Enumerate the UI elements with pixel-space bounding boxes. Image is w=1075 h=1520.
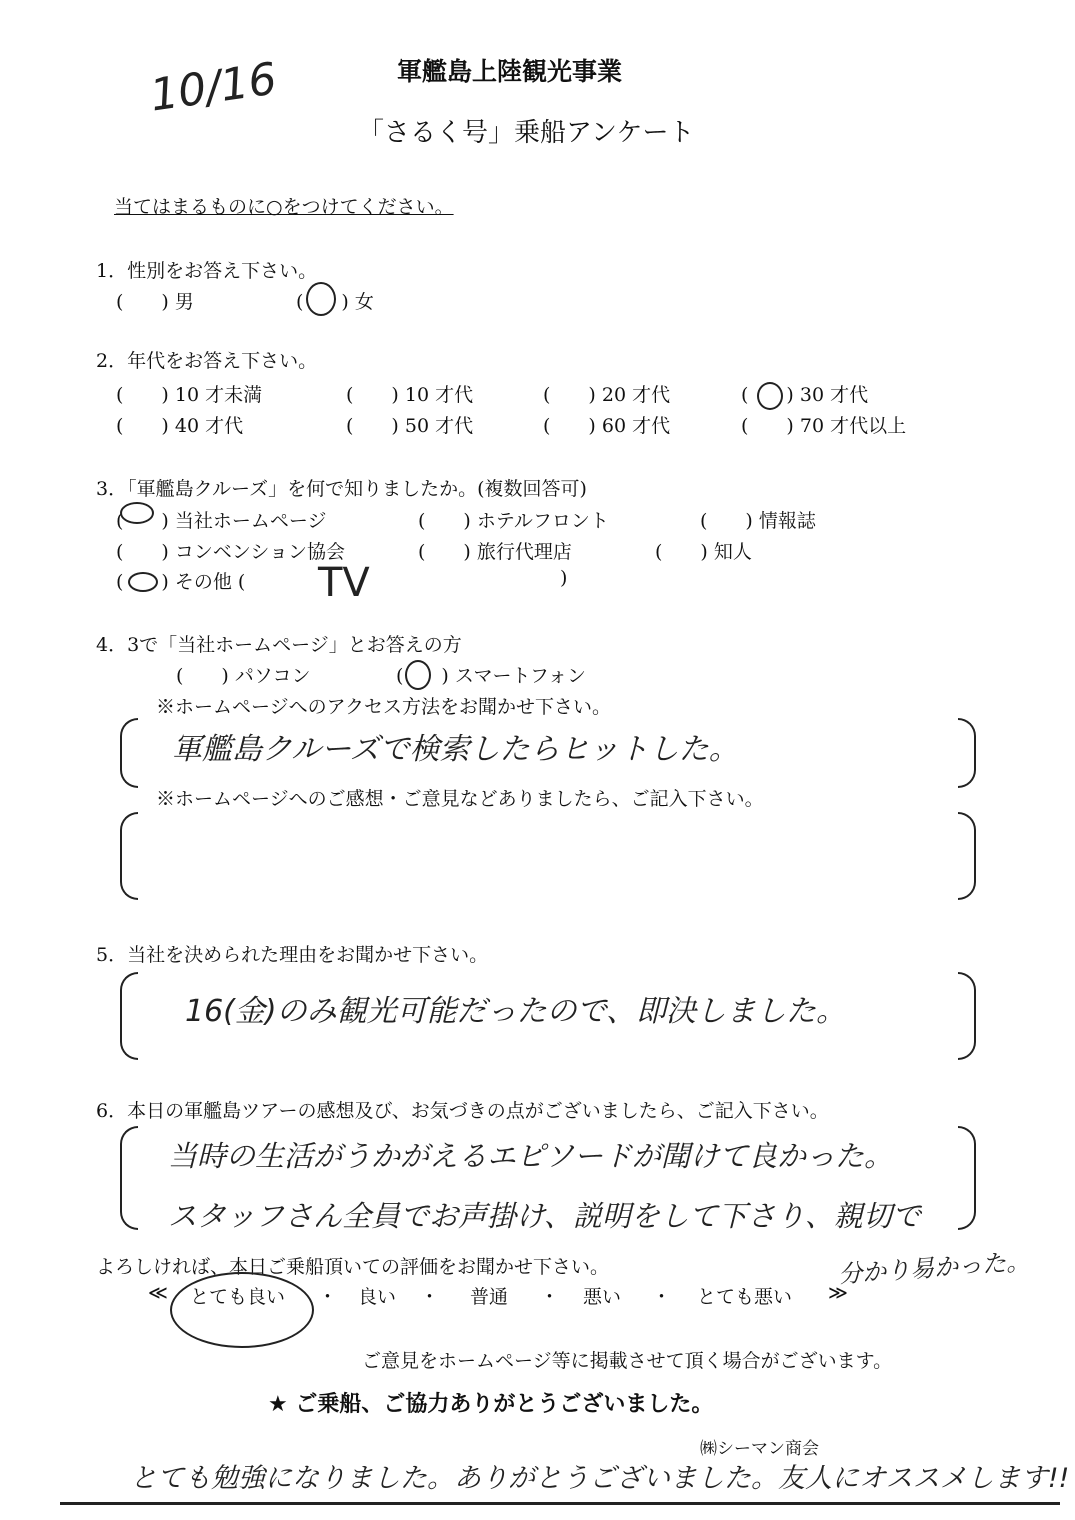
- rating-sep: ・: [540, 1286, 560, 1308]
- q3-option-friend[interactable]: ( ) 知人: [655, 541, 752, 563]
- rating-bad[interactable]: 悪い: [583, 1286, 622, 1308]
- q2-option-40s[interactable]: ( ) 40 才代: [116, 415, 244, 437]
- q5-answer[interactable]: 16(金)のみ観光可能だったので、即決しました。: [185, 994, 846, 1029]
- q4-option-pc[interactable]: ( ) パソコン: [176, 665, 311, 687]
- notice: ご意見をホームページ等に掲載させて頂く場合がございます。: [362, 1350, 893, 1372]
- q3-other-close: ): [560, 567, 568, 589]
- q4-label: 4．3で「当社ホームページ」とお答えの方: [96, 634, 462, 656]
- q6-answer-line3[interactable]: 分かり易かった。: [837, 1247, 1031, 1289]
- q2-option-60s[interactable]: ( ) 60 才代: [543, 415, 671, 437]
- answer-circle: [170, 1272, 314, 1348]
- bracket-right: [958, 1126, 976, 1230]
- bracket-right: [958, 972, 976, 1060]
- q4-impression-prompt: ※ホームページへのご感想・ご意見などありましたら、ご記入下さい。: [156, 788, 764, 810]
- rating-close: ≫: [828, 1282, 848, 1304]
- q4-access-prompt: ※ホームページへのアクセス方法をお聞かせ下さい。: [156, 696, 612, 718]
- handwritten-date: 10/16: [147, 53, 280, 122]
- q1-label: 1．性別をお答え下さい。: [96, 260, 318, 282]
- bracket-left: [120, 812, 138, 900]
- instruction: 当てはまるものに○をつけてください。: [114, 196, 454, 218]
- rating-good[interactable]: 良い: [358, 1286, 397, 1308]
- answer-circle: [128, 572, 158, 592]
- q2-option-20s[interactable]: ( ) 20 才代: [543, 384, 671, 406]
- q2-option-under10[interactable]: ( ) 10 才未満: [116, 384, 263, 406]
- rating-very-bad[interactable]: とても悪い: [697, 1286, 793, 1308]
- rating-average[interactable]: 普通: [470, 1286, 509, 1308]
- answer-circle: [405, 660, 431, 690]
- company-name: ㈱シーマン商会: [700, 1439, 819, 1459]
- q3-option-convention[interactable]: ( ) コンベンション協会: [116, 541, 346, 563]
- q1-option-female[interactable]: ( ) 女: [296, 291, 374, 313]
- q3-option-travel-agency[interactable]: ( ) 旅行代理店: [418, 541, 572, 563]
- q3-label: 3．「軍艦島クルーズ」を何で知りましたか。(複数回答可): [96, 478, 587, 500]
- rating-open: ≪: [148, 1282, 168, 1304]
- page-subtitle: 「さるく号」乗船アンケート: [358, 118, 695, 148]
- q1-option-male[interactable]: ( ) 男: [116, 291, 194, 313]
- thanks-message: ★ ご乗船、ご協力ありがとうございました。: [268, 1392, 714, 1417]
- q3-option-other[interactable]: ( ) その他 (: [116, 571, 246, 593]
- q4-access-answer[interactable]: 軍艦島クルーズで検索したらヒットした。: [172, 732, 739, 767]
- q2-option-50s[interactable]: ( ) 50 才代: [346, 415, 474, 437]
- rating-prompt: よろしければ、本日ご乗船頂いての評価をお聞かせ下さい。: [96, 1256, 610, 1278]
- page-title: 軍艦島上陸観光事業: [397, 57, 623, 86]
- q6-label: 6．本日の軍艦島ツアーの感想及び、お気づきの点がございましたら、ご記入下さい。: [96, 1100, 829, 1122]
- bottom-handwritten-note: とても勉強になりました。ありがとうございました。友人にオススメします!!: [130, 1463, 1070, 1494]
- q2-option-30s[interactable]: ( ) 30 才代: [741, 384, 869, 406]
- bracket-left: [120, 1126, 138, 1230]
- rating-sep: ・: [318, 1286, 338, 1308]
- q5-label: 5．当社を決められた理由をお聞かせ下さい。: [96, 944, 489, 966]
- bracket-left: [120, 972, 138, 1060]
- q3-option-homepage[interactable]: ( ) 当社ホームページ: [116, 510, 327, 532]
- q2-option-70plus[interactable]: ( ) 70 才代以上: [741, 415, 907, 437]
- bracket-right: [958, 812, 976, 900]
- q6-answer-line2[interactable]: スタッフさん全員でお声掛け、説明をして下さり、親切で: [168, 1199, 921, 1233]
- q4-option-smartphone[interactable]: ( ) スマートフォン: [396, 665, 586, 687]
- q2-label: 2．年代をお答え下さい。: [96, 350, 318, 372]
- bracket-right: [958, 718, 976, 788]
- bracket-left: [120, 718, 138, 788]
- rating-sep: ・: [420, 1286, 440, 1308]
- answer-circle: [306, 282, 336, 316]
- rating-sep: ・: [652, 1286, 672, 1308]
- q2-option-10s[interactable]: ( ) 10 才代: [346, 384, 474, 406]
- answer-circle: [120, 502, 154, 524]
- q3-option-magazine[interactable]: ( ) 情報誌: [700, 510, 816, 532]
- rating-very-good[interactable]: とても良い: [190, 1286, 286, 1308]
- bottom-rule: [60, 1502, 1060, 1505]
- q3-other-answer: TV: [318, 560, 370, 606]
- answer-circle: [757, 382, 783, 410]
- q6-answer-line1[interactable]: 当時の生活がうかがえるエピソードが聞けて良かった。: [168, 1139, 894, 1173]
- q3-option-hotel-front[interactable]: ( ) ホテルフロント: [418, 510, 609, 532]
